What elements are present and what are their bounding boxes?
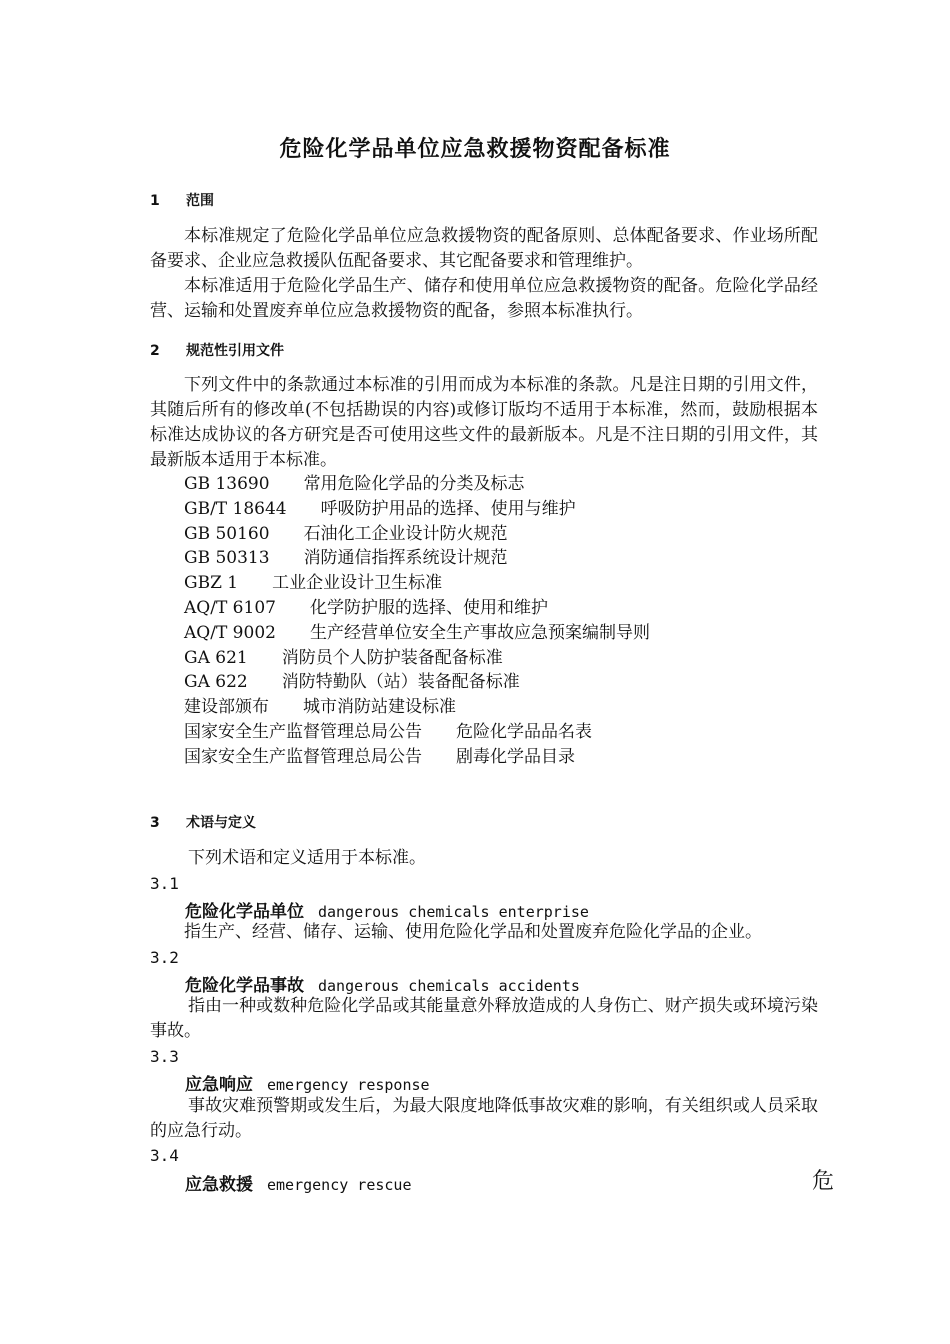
stray-character: 危 [812,1169,835,1194]
term-zh: 危险化学品事故 [185,976,304,996]
term-definition: 指生产、经营、储存、运输、使用危险化学品和处置废弃危险化学品的企业。 [184,922,762,942]
section-1-paragraph-2: 本标准适用于危险化学品生产、储存和使用单位应急救援物资的配备。危险化学品经营、运输和处置废弃单位应急救援物资的配备，参照本标准执行。 [150,276,818,321]
reference-title: 危险化学品品名表 [456,721,592,742]
reference-title: 化学防护服的选择、使用和维护 [309,597,548,618]
term-name [185,971,580,996]
section-1-paragraph-1: 本标准规定了危险化学品单位应急救援物资的配备原则、总体配备要求、作业场所配备要求、企业应急救援队伍配备要求、其它配备要求和管理维护。 [150,226,818,271]
section-2-heading [150,340,284,360]
reference-code: AQ/T 9002 [184,622,276,643]
reference-item [184,522,650,547]
reference-code: 国家安全生产监督管理总局公告 [184,721,422,742]
term-name [185,897,589,922]
section-2-number: 2 [150,343,160,359]
reference-code: GB 50313 [184,548,270,569]
reference-item [184,745,650,770]
reference-title: 剧毒化学品目录 [456,746,575,767]
section-1-heading [150,190,214,210]
reference-code: GB 13690 [184,474,270,494]
term-number: 3.3 [150,1047,179,1066]
reference-code: GB/T 18644 [184,498,287,519]
term-definition: 指由一种或数种危险化学品或其能量意外释放造成的人身伤亡、财产损失或环境污染事故。 [150,996,818,1041]
term-zh: 应急响应 [185,1075,253,1095]
term-en: dangerous chemicals accidents [318,977,580,995]
term-number: 3.2 [150,948,179,967]
section-2-title: 规范性引用文件 [186,343,284,359]
term-number: 3.4 [150,1146,179,1165]
reference-code: GB 50160 [184,523,270,544]
reference-code: 国家安全生产监督管理总局公告 [184,746,422,767]
reference-code: AQ/T 6107 [184,597,276,618]
reference-item [184,596,650,621]
section-1-number: 1 [150,193,160,209]
section-3-intro: 下列术语和定义适用于本标准。 [188,848,426,868]
reference-item [184,571,650,596]
reference-item [184,695,650,720]
reference-item [184,472,650,497]
reference-title: 消防员个人防护装备配备标准 [281,647,503,668]
section-2-intro: 下列文件中的条款通过本标准的引用而成为本标准的条款。凡是注日期的引用文件，其随后所有的修改单(不包括勘误的内容)或修订版均不适用于本标准，然而，鼓励根据本标准达成协议的各方研究是否可使用这些文件的最新版本。凡是不注日期的引用文件，其最新版本适用于本标准。 [150,375,818,470]
reference-item [184,497,650,522]
reference-title: 消防特勤队（站）装备配备标准 [281,672,520,693]
section-3-number: 3 [150,815,160,831]
term-name [185,1170,412,1195]
reference-title: 呼吸防护用品的选择、使用与维护 [320,498,576,519]
reference-item [184,646,650,671]
reference-item [184,720,650,745]
term-number: 3.1 [150,874,179,893]
reference-title: 工业企业设计卫生标准 [272,573,443,594]
reference-item [184,546,650,571]
term-zh: 危险化学品单位 [185,902,304,922]
reference-title: 城市消防站建设标准 [303,697,456,718]
reference-title: 石油化工企业设计防火规范 [303,523,508,544]
reference-item [184,621,650,646]
reference-title: 生产经营单位安全生产事故应急预案编制导则 [309,622,650,643]
section-3-title: 术语与定义 [186,815,256,831]
section-3-heading [150,812,256,832]
reference-code: GA 622 [184,672,248,693]
reference-code: GBZ 1 [184,573,239,594]
term-en: emergency rescue [267,1176,412,1194]
document-title: 危险化学品单位应急救援物资配备标准 [279,137,671,162]
reference-list [184,472,650,770]
reference-item [184,670,650,695]
section-1-title: 范围 [186,193,214,209]
reference-code: GA 621 [184,647,248,668]
term-zh: 应急救援 [185,1175,253,1195]
term-name [185,1070,430,1095]
term-en: emergency response [267,1076,430,1094]
term-definition: 事故灾难预警期或发生后，为最大限度地降低事故灾难的影响，有关组织或人员采取的应急行动。 [150,1096,818,1141]
reference-title: 常用危险化学品的分类及标志 [303,474,525,494]
reference-title: 消防通信指挥系统设计规范 [303,548,508,569]
reference-code: 建设部颁布 [184,697,269,718]
term-en: dangerous chemicals enterprise [318,903,589,921]
